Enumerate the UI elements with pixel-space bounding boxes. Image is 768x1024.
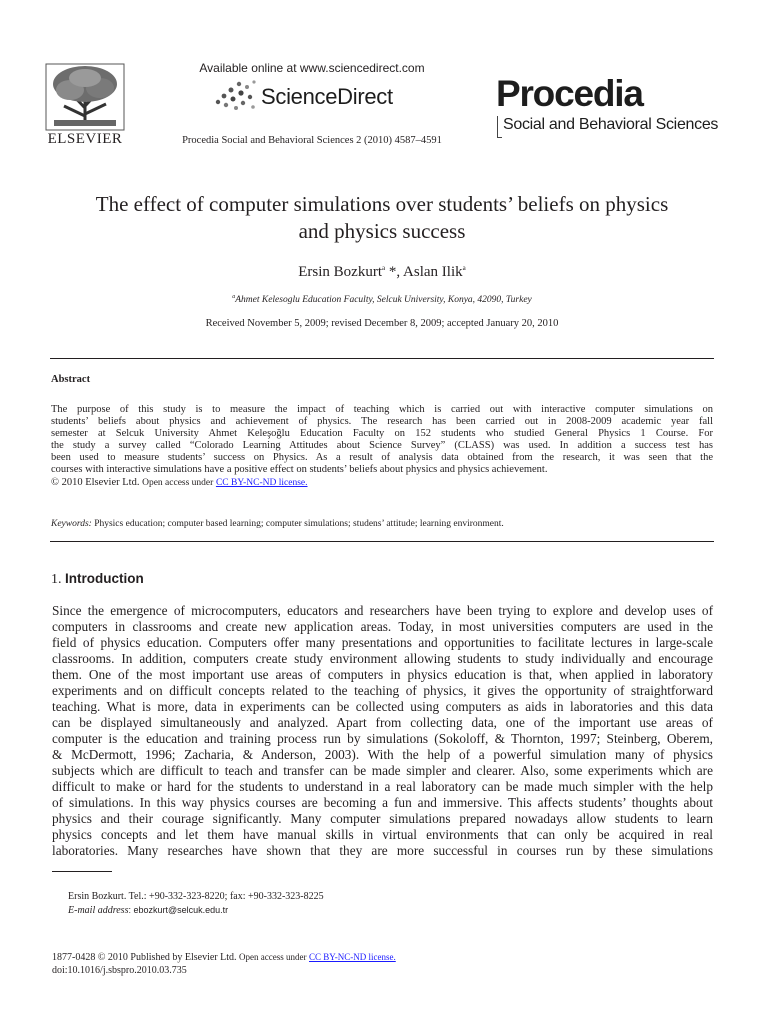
elsevier-logo	[40, 60, 130, 150]
procedia-subtitle: Social and Behavioral Sciences	[503, 116, 719, 133]
footnote-rule	[52, 871, 112, 872]
footer-license-link[interactable]: CC BY-NC-ND license.	[309, 952, 396, 962]
elsevier-wordmark: ELSEVIER	[47, 131, 123, 147]
body-line: classrooms. In addition, computers create study environment allowing students to study individually and encourage	[52, 651, 713, 666]
abstract-line: The purpose of this study is to measure the impact of teaching which is carried out with interactive computer simulations on	[51, 404, 713, 415]
body-line: computers in classrooms and create new application areas. Today, in most universities computers are used in the	[52, 619, 713, 634]
available-online-text: Available online at www.sciencedirect.com	[199, 61, 425, 75]
abstract-copyright-line	[51, 477, 308, 490]
author-2-affil-mark: a	[462, 264, 466, 272]
elsevier-tree-icon	[40, 60, 130, 132]
abstract-heading: Abstract	[51, 374, 91, 385]
body-line: computer is the education and training process run by simulations (Sokoloff, & Thornton, 1997; Steinberg, Oberem,	[52, 731, 713, 746]
sciencedirect-dots-icon	[212, 78, 258, 112]
footer-issn	[52, 952, 396, 963]
body-line: teaching. What is more, data in experiments can be collected using computers as aids in laboratories and this data	[52, 699, 713, 714]
footer-doi: doi:10.1016/j.sbspro.2010.03.735	[52, 965, 187, 976]
keywords	[51, 519, 504, 529]
body-line: & McDermott, 1996; Zacharia, & Anderson, 2003). With the help of a powerful simulation many of physics	[52, 747, 713, 762]
sciencedirect-wordmark: ScienceDirect	[261, 84, 393, 109]
body-line: can be displayed simultaneously and analyzed. Apart from collecting data, one of the important use areas of	[52, 715, 713, 730]
keywords-text: Physics education; computer based learning; computer simulations; studens’ attitude; learning environment.	[94, 519, 504, 529]
open-access-text: Open access under	[142, 478, 214, 488]
body-line: laboratories. Many researches have shown that they are more successful in courses run by these simulations	[52, 843, 713, 858]
section-number: 1.	[51, 572, 62, 587]
section-title: Introduction	[65, 571, 144, 586]
affiliation-mark: a	[232, 294, 236, 300]
footer-open-access: Open access under	[239, 952, 307, 962]
body-line: physics concepts and let them have manual skills in virtual environments that can only be acquired in real	[52, 827, 713, 842]
author-1: Ersin Bozkurt	[298, 264, 383, 280]
bottom-divider	[50, 541, 714, 542]
procedia-wordmark: Procedia	[496, 73, 643, 114]
abstract-line: semester at Selcuk University Ahmet Keleşoğlu Education Faculty on 152 students who studied General Physics 1 Course. For	[51, 428, 713, 439]
abstract-line: the study a survey called “Colorado Learning Attitudes about Science Survey” (CLASS) was used. In addition a success test has	[51, 440, 713, 451]
author-separator: *, Aslan Ilik	[385, 264, 463, 280]
email-address: : ebozkurt@selcuk.edu.tr	[128, 905, 229, 915]
issn-text: 1877-0428 © 2010 Published by Elsevier Ltd.	[52, 952, 237, 963]
body-line: physics and their courage significantly. Many computer simulations prepared nowadays allow students to learn	[52, 811, 713, 826]
body-line: Since the emergence of microcomputers, educators and researchers have been trying to explore and develop uses of	[52, 603, 713, 618]
body-line: them. One of the most important use areas of computers in physics education is that, when applied in laboratory	[52, 667, 713, 682]
top-divider	[50, 358, 714, 359]
keywords-label: Keywords:	[51, 519, 92, 529]
section-heading	[51, 571, 144, 588]
body-line: experiments and on difficult concepts related to the teaching of physics, it gives the opportunity of straightforward	[52, 683, 713, 698]
affiliation-text: Ahmet Kelesoglu Education Faculty, Selcuk University, Konya, 42090, Turkey	[235, 295, 532, 305]
body-line: subjects which are difficult to teach and transfer can be made simpler and clearer. Also, some experiments which are	[52, 763, 713, 778]
body-line: of simulations. In this way physics courses are becoming a fun and immersive. This affects students’ thoughts about	[52, 795, 713, 810]
license-link[interactable]: CC BY-NC-ND license.	[215, 478, 308, 488]
affiliation	[40, 295, 724, 305]
journal-reference: Procedia Social and Behavioral Sciences 2 (2010) 4587–4591	[182, 135, 442, 146]
author-1-affil-mark: a	[382, 264, 386, 272]
footnote-email	[68, 905, 228, 916]
abstract-line: courses with interactive simulations have a positive effect on students’ beliefs about physics and physics achievement.	[51, 464, 548, 475]
body-line: field of physics education. Computers offer many presentations and opportunities to facilitate lectures in large-scale	[52, 635, 713, 650]
email-label: E-mail address	[68, 905, 129, 916]
abstract-line: been used to measure students’ success on Physics. As a result of analysis data obtained from the research, it was seen that the	[51, 452, 713, 463]
body-line: difficult to make or hard for the students to understand in a real laboratory can be made much simpler with the help	[52, 779, 713, 794]
received-dates: Received November 5, 2009; revised December 8, 2009; accepted January 20, 2010	[205, 318, 559, 329]
procedia-bracket	[497, 116, 502, 138]
footnote-contact: Ersin Bozkurt. Tel.: +90-332-323-8220; fax: +90-332-323-8225	[68, 891, 324, 902]
article-title-line1: The effect of computer simulations over students’ beliefs on physics	[95, 192, 669, 216]
abstract-line: students’ beliefs about physics and achievement of physics. The research has been carried out in 2008-2009 academic year fall	[51, 416, 713, 427]
article-title-line2: and physics success	[298, 219, 466, 243]
authors	[40, 264, 724, 281]
sciencedirect-logo	[212, 78, 412, 112]
copyright-text: © 2010 Elsevier Ltd.	[51, 477, 140, 488]
